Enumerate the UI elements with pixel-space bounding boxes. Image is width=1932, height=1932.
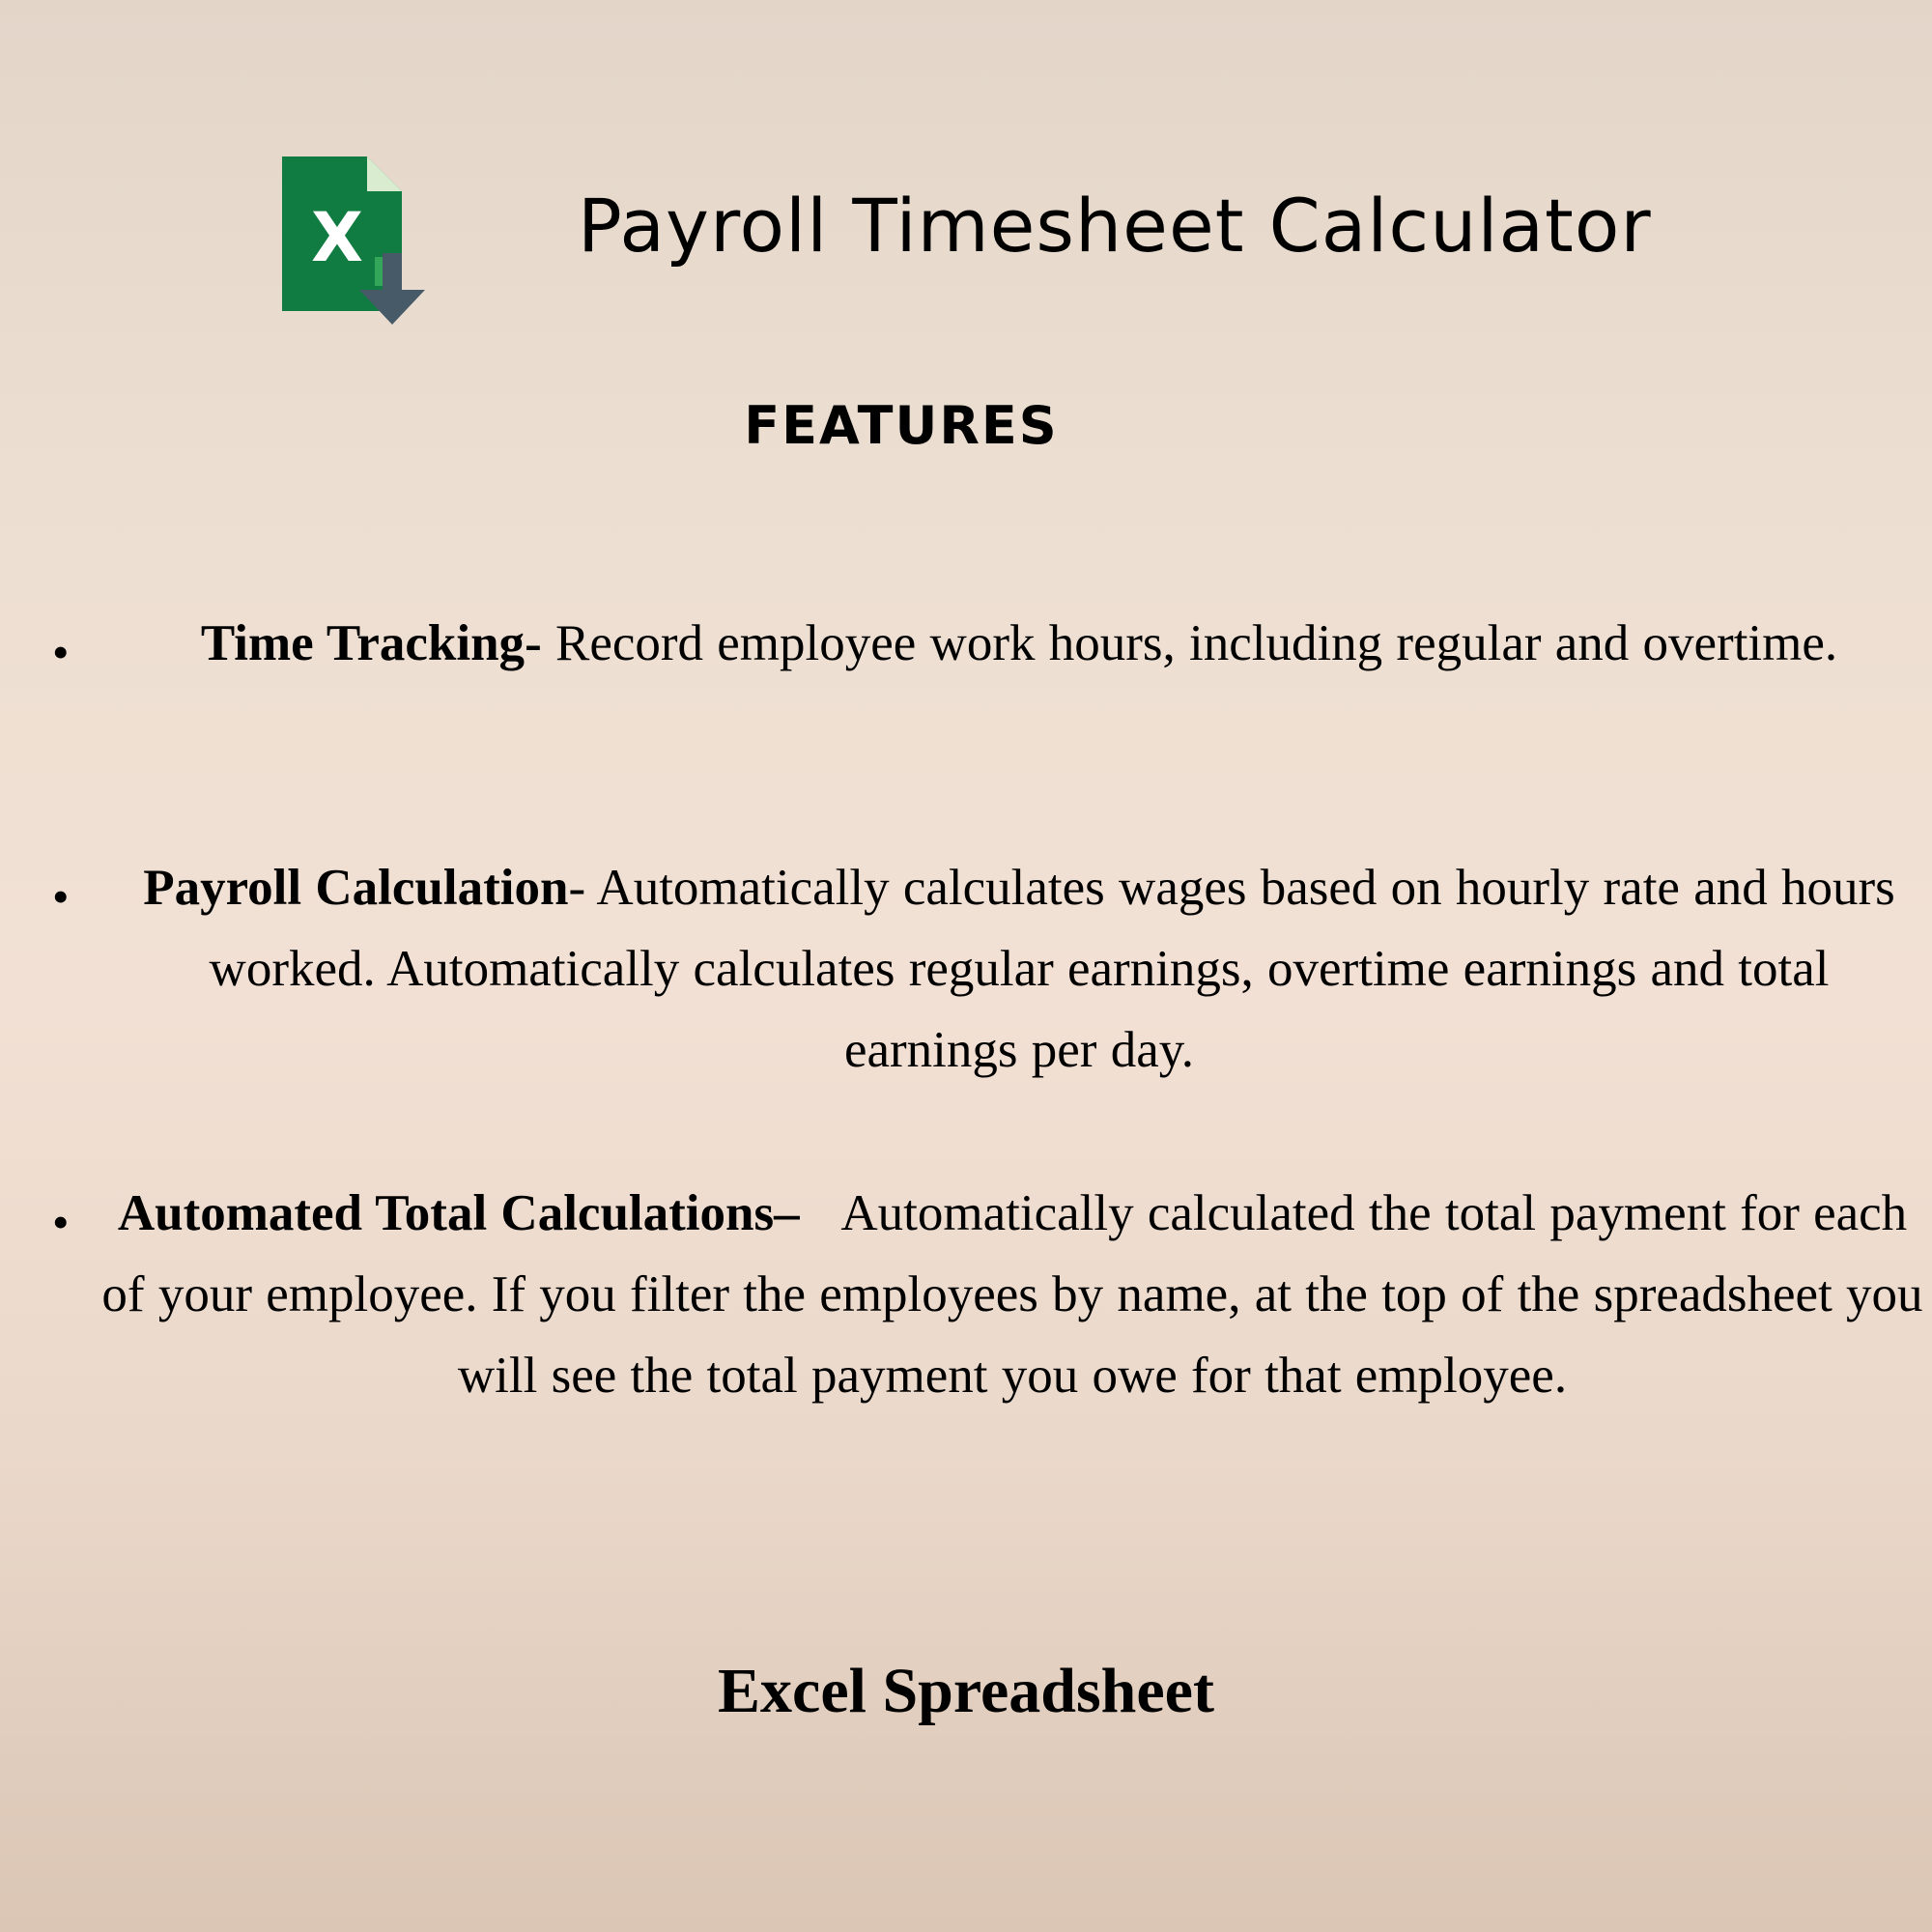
feature-item <box>97 1173 1928 1416</box>
footer-label: Excel Spreadsheet <box>718 1656 1214 1726</box>
feature-separator: - <box>525 615 555 671</box>
bullet-icon: • <box>52 1195 70 1249</box>
feature-description: Record employee work hours, including regular and overtime. <box>554 615 1838 671</box>
svg-text:X: X <box>311 198 363 277</box>
page-title: Payroll Timesheet Calculator <box>578 183 1652 269</box>
feature-separator: – <box>774 1185 841 1241</box>
feature-name: Time Tracking <box>200 615 526 671</box>
excel-download-icon <box>282 156 435 327</box>
features-heading: FEATURES <box>744 395 1059 456</box>
bullet-icon: • <box>52 625 70 679</box>
feature-separator: - <box>568 860 597 916</box>
bullet-icon: • <box>52 869 70 923</box>
feature-name: Payroll Calculation <box>143 860 569 916</box>
feature-description: Automatically calculates wages based on hourly rate and hours worked. Automatically calculates regular earnings, overtime earnings and total earnings per day. <box>209 860 1895 1078</box>
feature-item <box>116 847 1922 1091</box>
feature-item <box>116 603 1922 684</box>
feature-description: Automatically calculated the total payment for each of your employee. If you filter the employees by name, at the top of the spreadsheet you will see the total payment you owe for that employee. <box>101 1185 1923 1404</box>
feature-name: Automated Total Calculations <box>117 1185 775 1241</box>
